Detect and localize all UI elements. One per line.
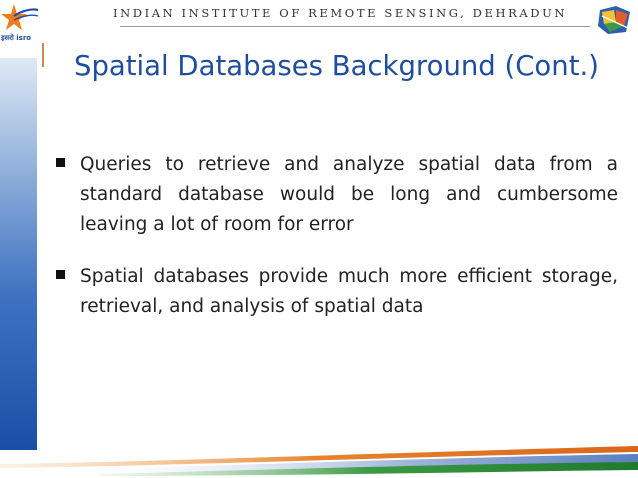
isro-logo-text: इसरो isro [1, 34, 32, 42]
bullet-item [56, 150, 618, 240]
left-gradient-bar [0, 58, 37, 450]
bottom-swoosh-decoration [0, 440, 638, 478]
institute-name: INDIAN INSTITUTE OF REMOTE SENSING, DEHRADUN [112, 6, 568, 20]
square-bullet-icon [56, 158, 65, 167]
square-bullet-icon [56, 270, 65, 279]
slide-title: Spatial Databases Background (Cont.) [74, 50, 599, 82]
header-divider [120, 26, 590, 27]
bullet-item [56, 262, 618, 322]
bullet-text: Spatial databases provide much more efficient storage, retrieval, and analysis of spatial data [80, 266, 618, 317]
bullet-text: Queries to retrieve and analyze spatial data from a standard database would be long and cumbersome leaving a lot of room for error [80, 154, 618, 235]
isro-logo [0, 2, 42, 42]
bullet-list [56, 150, 618, 344]
title-accent-line [42, 43, 44, 67]
